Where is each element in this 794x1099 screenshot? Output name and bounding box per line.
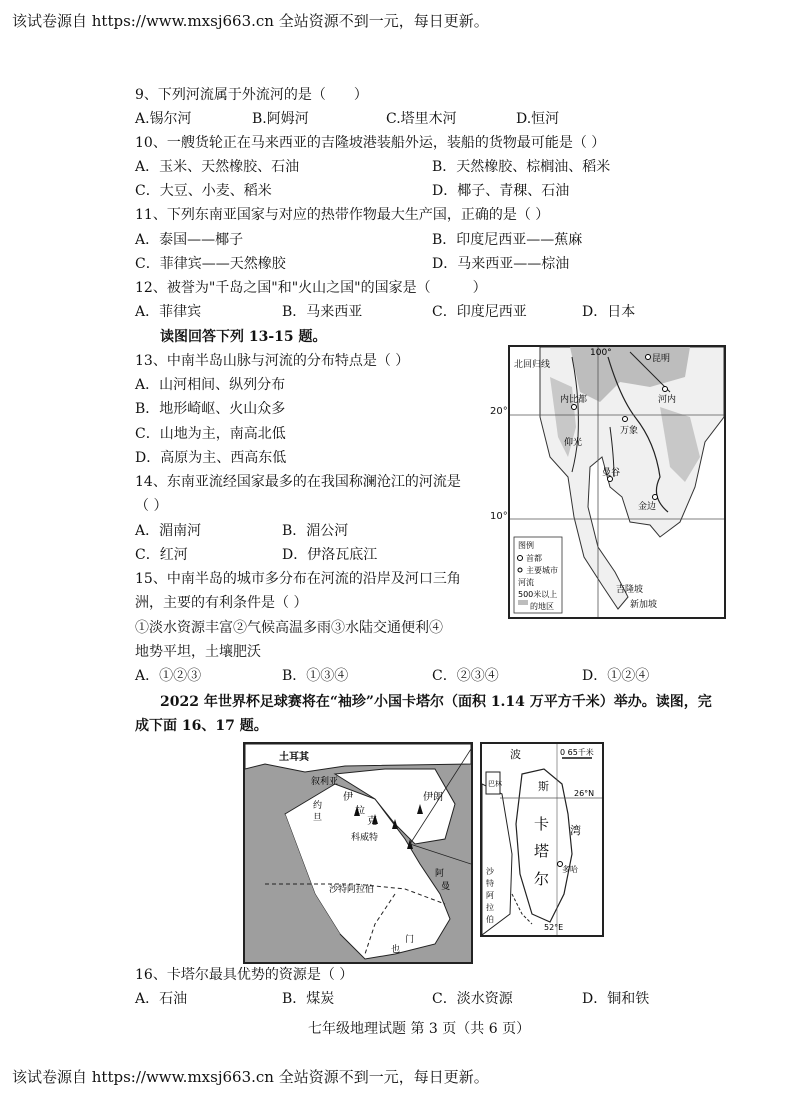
intro-16-17-line1: 2022 年世界杯足球赛将在“袖珍”小国卡塔尔（面积 1.14 万平方千米）举办。读图，完 [160, 694, 712, 710]
q16-option-a: A．石油 [135, 991, 188, 1007]
q10-option-c: C．大豆、小麦、稻米 [135, 183, 272, 199]
q12-option-c: C．印度尼西亚 [432, 304, 527, 320]
q15-option-d: D．①②④ [582, 668, 650, 684]
map-label-yangon: 仰光 [564, 438, 583, 448]
label-oman-1: 阿 [435, 869, 445, 879]
legend-elev1: 500米以上 [518, 590, 558, 599]
qatar-inset-graphic [482, 744, 602, 935]
q15-conditions-cont: 地势平坦，土壤肥沃 [135, 644, 261, 660]
label-lon52: 52°E [544, 923, 564, 932]
label-yemen-2: 也 [391, 945, 401, 955]
label-qatar-2: 塔 [534, 842, 550, 860]
q9-stem: 9、下列河流属于外流河的是（ ） [135, 87, 368, 103]
q11-option-c: C．菲律宾——天然橡胶 [135, 256, 286, 272]
label-qatar-3: 尔 [534, 870, 550, 888]
q11-option-d: D．马来西亚——棕油 [432, 256, 570, 272]
legend-river: 河流 [518, 578, 534, 587]
map-city-phnompenh [653, 495, 658, 500]
label-sea-1: 波 [510, 748, 521, 761]
q14-option-d: D．伊洛瓦底江 [282, 547, 378, 563]
southeast-asia-map-graphic [510, 347, 724, 617]
legend-elev2: 的地区 [530, 602, 554, 611]
label-iraq-3: 克 [367, 816, 377, 827]
q12-option-a: A．菲律宾 [135, 304, 202, 320]
label-saudi-4: 拉 [486, 903, 494, 912]
map-label-hanoi: 河内 [658, 395, 677, 405]
legend-city: 主要城市 [526, 566, 558, 575]
q13-option-b: B．地形崎岖、火山众多 [135, 401, 286, 417]
label-sea-2: 斯 [538, 780, 549, 793]
map-city-naypyidaw [572, 405, 577, 410]
map-label-phnompenh: 金边 [638, 502, 657, 512]
map-lat10-label: 10° [490, 511, 508, 522]
q15-option-b: B．①③④ [282, 668, 349, 684]
map-label-bangkok: 曼谷 [602, 468, 621, 478]
q10-option-b: B．天然橡胶、棕榈油、稻米 [432, 159, 611, 175]
map-label-kunming: 昆明 [652, 354, 671, 364]
map-city-hanoi [663, 387, 668, 392]
q10-option-d: D．椰子、青稞、石油 [432, 183, 570, 199]
label-turkey: 土耳其 [279, 752, 309, 763]
label-syria: 叙利亚 [311, 777, 339, 787]
q12-option-d: D．日本 [582, 304, 636, 320]
q11-option-b: B．印度尼西亚——蕉麻 [432, 232, 583, 248]
label-iraq-1: 伊 [343, 792, 353, 803]
map-legend [514, 537, 562, 613]
label-kuwait: 科威特 [351, 833, 379, 843]
map-lat20-label: 20° [490, 406, 508, 417]
label-lat26: 26°N [574, 789, 595, 798]
header-banner: 该试卷源自 https://www.mxsj663.cn 全站资源不到一元，每日更新。 [12, 12, 489, 30]
map-label-naypyidaw: 内比都 [560, 395, 588, 405]
q15-stem: 15、中南半岛的城市多分布在河流的沿岸及河口三角 [135, 571, 461, 587]
q15-option-a: A．①②③ [135, 668, 202, 684]
q12-stem: 12、被誉为"千岛之国"和"火山之国"的国家是（ ） [135, 280, 487, 296]
persian-gulf-map [243, 742, 473, 964]
q9-option-c: C.塔里木河 [386, 111, 457, 127]
label-iraq-2: 拉 [355, 806, 365, 817]
q9-option-b: B.阿姆河 [252, 111, 309, 127]
map-label-singapore: 新加坡 [630, 600, 658, 610]
map-city-vientiane [623, 417, 628, 422]
q13-option-d: D．高原为主、西高东低 [135, 450, 287, 466]
q15-conditions: ①淡水资源丰富②气候高温多雨③水陆交通便利④ [135, 620, 443, 636]
q13-option-a: A．山河相间、纵列分布 [135, 377, 286, 393]
q11-option-a: A．泰国——椰子 [135, 232, 244, 248]
saudi-coast [482, 784, 512, 935]
label-saudi: 沙特阿拉伯 [329, 885, 375, 895]
footer-banner: 该试卷源自 https://www.mxsj663.cn 全站资源不到一元，每日更新。 [12, 1068, 489, 1086]
map-label-vientiane: 万象 [620, 426, 639, 436]
map-label-north-tropic: 北回归线 [514, 360, 551, 370]
q9-option-d: D.恒河 [516, 111, 560, 127]
legend-capital: 首都 [526, 554, 542, 563]
q13-stem: 13、中南半岛山脉与河流的分布特点是（ ） [135, 353, 410, 369]
label-saudi-3: 阿 [486, 891, 494, 900]
label-jordan-1: 约 [313, 801, 323, 811]
qatar-inset-map [480, 742, 604, 937]
q11-stem: 11、下列东南亚国家与对应的热带作物最大生产国，正确的是（ ） [135, 207, 550, 223]
q16-option-d: D．铜和铁 [582, 991, 650, 1007]
q14-option-b: B．湄公河 [282, 523, 349, 539]
label-bahrain: 巴林 [488, 780, 502, 788]
label-saudi-5: 伯 [486, 915, 494, 924]
label-sea-3: 湾 [570, 824, 581, 837]
intro-13-15: 读图回答下列 13-15 题。 [160, 329, 327, 345]
map-label-lon100: 100° [590, 348, 612, 358]
q10-option-a: A．玉米、天然橡胶、石油 [135, 159, 300, 175]
label-saudi-2: 特 [486, 879, 494, 888]
label-oman-2: 曼 [441, 882, 451, 892]
intro-16-17-line2: 成下面 16、17 题。 [135, 718, 268, 734]
q10-stem: 10、一艘货轮正在马来西亚的吉隆坡港装船外运，装船的货物最可能是（ ） [135, 135, 606, 151]
q14-option-a: A．湄南河 [135, 523, 202, 539]
label-iran: 伊朗 [423, 792, 443, 803]
map-city-kunming [646, 355, 651, 360]
q16-option-b: B．煤炭 [282, 991, 335, 1007]
label-saudi-1: 沙 [486, 867, 494, 876]
legend-title: 图例 [518, 541, 534, 550]
q14-stem: 14、东南亚流经国家最多的在我国称澜沧江的河流是 [135, 474, 461, 490]
southeast-asia-map [508, 345, 726, 619]
persian-gulf-map-graphic [245, 744, 471, 962]
q14-stem-cont: （ ） [135, 498, 168, 514]
label-yemen-1: 门 [405, 935, 415, 945]
label-qatar-1: 卡 [534, 815, 550, 833]
label-scale: 0 65千米 [560, 748, 594, 757]
label-jordan-2: 旦 [313, 813, 323, 823]
q12-option-b: B．马来西亚 [282, 304, 363, 320]
q13-option-c: C．山地为主，南高北低 [135, 426, 286, 442]
q16-stem: 16、卡塔尔最具优势的资源是（ ） [135, 967, 354, 983]
label-doha: 多哈 [562, 865, 578, 874]
q14-option-c: C．红河 [135, 547, 188, 563]
page-footer: 七年级地理试题 第 3 页（共 6 页） [308, 1021, 531, 1037]
q16-option-c: C．淡水资源 [432, 991, 513, 1007]
q9-option-a: A.锡尔河 [135, 111, 192, 127]
map-label-kualalumpur: 吉隆坡 [616, 585, 644, 595]
q15-stem-cont: 洲，主要的有利条件是（ ） [135, 595, 308, 611]
q15-option-c: C．②③④ [432, 668, 499, 684]
